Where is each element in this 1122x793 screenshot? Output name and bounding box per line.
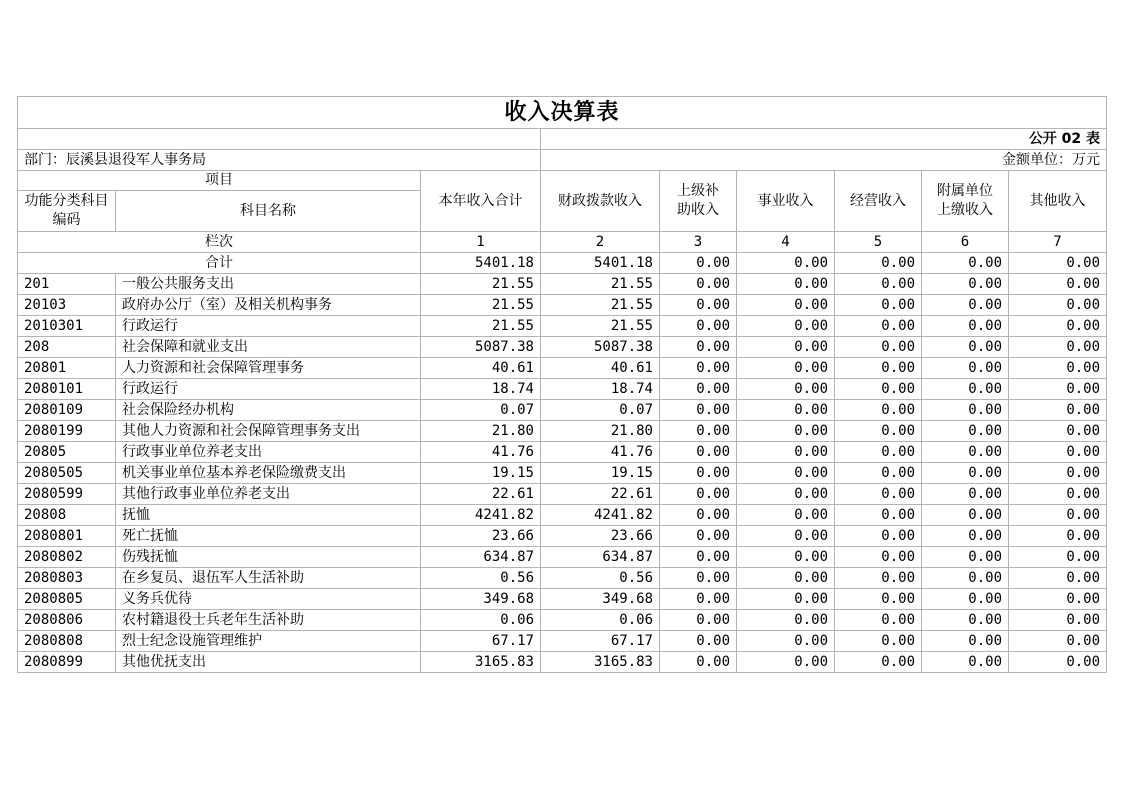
amount-cell: 0.06 [541,610,660,631]
amount-cell: 0.00 [737,337,835,358]
amount-cell: 0.00 [835,295,922,316]
amount-cell: 0.00 [922,484,1009,505]
subject-name-cell: 机关事业单位基本养老保险缴费支出 [116,463,421,484]
amount-cell: 0.00 [1009,610,1107,631]
amount-cell: 0.00 [922,526,1009,547]
amount-cell: 21.80 [421,421,541,442]
amount-cell: 0.00 [1009,589,1107,610]
amount-cell: 0.00 [660,652,737,673]
subject-name-cell: 行政事业单位养老支出 [116,442,421,463]
amount-cell: 0.00 [737,442,835,463]
amount-cell: 0.00 [922,610,1009,631]
amount-cell: 21.55 [541,274,660,295]
amount-cell: 0.00 [835,547,922,568]
amount-cell: 0.00 [737,400,835,421]
column-number: 3 [660,232,737,253]
function-code-cell: 2080899 [18,652,116,673]
amount-cell: 0.00 [835,652,922,673]
table-row [18,274,1107,295]
amount-cell: 0.00 [1009,484,1107,505]
amount-cell: 0.00 [835,484,922,505]
table-row [18,400,1107,421]
amount-cell: 0.00 [660,610,737,631]
department-label: 部门：辰溪县退役军人事务局 [18,150,541,171]
amount-cell: 67.17 [541,631,660,652]
amount-cell: 0.00 [1009,421,1107,442]
total-income-header: 本年收入合计 [421,171,541,232]
function-code-cell: 2080101 [18,379,116,400]
amount-cell: 0.00 [922,505,1009,526]
amount-cell: 0.00 [737,568,835,589]
amount-cell: 0.00 [737,463,835,484]
function-code-cell: 2080803 [18,568,116,589]
amount-cell: 0.00 [835,358,922,379]
amount-unit-label: 金额单位：万元 [541,150,1107,171]
amount-cell: 0.00 [1009,379,1107,400]
amount-cell: 0.00 [1009,358,1107,379]
amount-cell: 0.00 [922,400,1009,421]
amount-cell: 0.00 [835,421,922,442]
amount-cell: 0.00 [922,316,1009,337]
function-code-cell: 20805 [18,442,116,463]
table-row [18,526,1107,547]
amount-cell: 0.00 [737,589,835,610]
amount-cell: 0.00 [922,337,1009,358]
amount-cell: 0.00 [922,547,1009,568]
subject-name-cell: 其他行政事业单位养老支出 [116,484,421,505]
amount-cell: 0.00 [660,631,737,652]
amount-cell: 0.00 [922,421,1009,442]
total-value: 0.00 [737,253,835,274]
amount-cell: 0.00 [660,274,737,295]
amount-cell: 0.00 [835,442,922,463]
amount-cell: 0.00 [737,526,835,547]
amount-cell: 0.00 [1009,568,1107,589]
amount-cell: 0.00 [660,316,737,337]
title-row [18,97,1107,129]
function-code-cell: 2080599 [18,484,116,505]
other-income-header: 其他收入 [1009,171,1107,232]
amount-cell: 0.00 [660,589,737,610]
amount-cell: 0.00 [922,274,1009,295]
function-code-cell: 2080505 [18,463,116,484]
amount-cell: 0.00 [1009,505,1107,526]
table-row [18,442,1107,463]
column-number: 7 [1009,232,1107,253]
amount-cell: 21.55 [421,274,541,295]
amount-cell: 3165.83 [541,652,660,673]
total-label: 合计 [18,253,421,274]
amount-cell: 0.00 [835,631,922,652]
column-number: 5 [835,232,922,253]
subject-name-cell: 抚恤 [116,505,421,526]
amount-cell: 0.00 [660,295,737,316]
subject-name-cell: 烈士纪念设施管理维护 [116,631,421,652]
form-code: 公开 02 表 [541,129,1107,150]
amount-cell: 0.00 [737,652,835,673]
amount-cell: 0.00 [1009,442,1107,463]
amount-cell: 22.61 [421,484,541,505]
amount-cell: 0.00 [737,358,835,379]
function-code-cell: 2080806 [18,610,116,631]
amount-cell: 0.00 [660,421,737,442]
table-row [18,484,1107,505]
table-row [18,358,1107,379]
amount-cell: 0.07 [541,400,660,421]
table-row [18,610,1107,631]
amount-cell: 0.00 [835,526,922,547]
subject-name-cell: 义务兵优待 [116,589,421,610]
amount-cell: 0.06 [421,610,541,631]
amount-cell: 19.15 [421,463,541,484]
amount-cell: 634.87 [541,547,660,568]
amount-cell: 0.00 [737,295,835,316]
amount-cell: 21.55 [421,316,541,337]
amount-cell: 0.00 [1009,316,1107,337]
table-row [18,316,1107,337]
amount-cell: 0.00 [737,610,835,631]
amount-cell: 0.00 [1009,400,1107,421]
amount-cell: 40.61 [421,358,541,379]
subject-name-cell: 政府办公厅（室）及相关机构事务 [116,295,421,316]
fiscal-allocation-header: 财政拨款收入 [541,171,660,232]
amount-cell: 0.00 [737,484,835,505]
amount-cell: 18.74 [421,379,541,400]
subject-name-cell: 社会保险经办机构 [116,400,421,421]
total-value: 0.00 [835,253,922,274]
amount-cell: 23.66 [421,526,541,547]
income-statement-sheet [17,96,1106,673]
column-number: 6 [922,232,1009,253]
amount-cell: 0.00 [1009,652,1107,673]
amount-cell: 0.07 [421,400,541,421]
amount-cell: 0.00 [835,274,922,295]
amount-cell: 0.00 [922,358,1009,379]
subject-name-cell: 一般公共服务支出 [116,274,421,295]
amount-cell: 0.00 [835,400,922,421]
total-value: 5401.18 [541,253,660,274]
amount-cell: 0.56 [541,568,660,589]
table-row [18,379,1107,400]
superior-subsidy-header: 上级补助收入 [660,171,737,232]
total-value: 5401.18 [421,253,541,274]
amount-cell: 0.00 [737,274,835,295]
amount-cell: 0.00 [737,505,835,526]
total-value: 0.00 [660,253,737,274]
amount-cell: 0.00 [737,316,835,337]
amount-cell: 21.55 [541,316,660,337]
total-value: 0.00 [1009,253,1107,274]
amount-cell: 3165.83 [421,652,541,673]
amount-cell: 40.61 [541,358,660,379]
subject-name-cell: 在乡复员、退伍军人生活补助 [116,568,421,589]
amount-cell: 0.00 [1009,631,1107,652]
amount-cell: 0.00 [660,337,737,358]
total-value: 0.00 [922,253,1009,274]
table-row [18,295,1107,316]
report-title: 收入决算表 [18,97,1107,129]
amount-cell: 5087.38 [541,337,660,358]
amount-cell: 18.74 [541,379,660,400]
amount-cell: 0.00 [737,631,835,652]
business-income-header: 事业收入 [737,171,835,232]
amount-cell: 0.00 [835,568,922,589]
function-code-cell: 208 [18,337,116,358]
subject-name-cell: 行政运行 [116,379,421,400]
amount-cell: 0.00 [660,442,737,463]
function-code-cell: 20103 [18,295,116,316]
subject-name-cell: 其他人力资源和社会保障管理事务支出 [116,421,421,442]
column-number: 1 [421,232,541,253]
amount-cell: 349.68 [541,589,660,610]
function-code-cell: 20801 [18,358,116,379]
function-code-cell: 2080808 [18,631,116,652]
function-code-cell: 2010301 [18,316,116,337]
amount-cell: 4241.82 [541,505,660,526]
total-row [18,253,1107,274]
amount-cell: 21.55 [421,295,541,316]
amount-cell: 0.00 [1009,295,1107,316]
blank-cell [18,129,541,150]
amount-cell: 0.00 [1009,547,1107,568]
column-label: 栏次 [18,232,421,253]
department-row [18,150,1107,171]
amount-cell: 0.00 [835,316,922,337]
column-number: 2 [541,232,660,253]
amount-cell: 0.00 [835,589,922,610]
amount-cell: 0.00 [1009,526,1107,547]
subject-name-cell: 行政运行 [116,316,421,337]
amount-cell: 5087.38 [421,337,541,358]
amount-cell: 0.00 [835,463,922,484]
affiliated-income-header: 附属单位上缴收入 [922,171,1009,232]
subject-name-cell: 农村籍退役士兵老年生活补助 [116,610,421,631]
function-code-cell: 2080801 [18,526,116,547]
amount-cell: 0.00 [660,379,737,400]
amount-cell: 41.76 [541,442,660,463]
amount-cell: 0.00 [660,547,737,568]
amount-cell: 41.76 [421,442,541,463]
amount-cell: 0.00 [660,358,737,379]
amount-cell: 0.00 [737,379,835,400]
form-code-row [18,129,1107,150]
function-code-cell: 201 [18,274,116,295]
amount-cell: 0.00 [660,526,737,547]
amount-cell: 0.00 [922,442,1009,463]
func-code-header: 功能分类科目编码 [18,191,116,232]
amount-cell: 0.00 [737,547,835,568]
amount-cell: 0.00 [922,295,1009,316]
table-row [18,505,1107,526]
amount-cell: 0.00 [835,505,922,526]
subject-name-cell: 人力资源和社会保障管理事务 [116,358,421,379]
amount-cell: 0.00 [835,610,922,631]
amount-cell: 0.00 [922,652,1009,673]
amount-cell: 0.00 [660,484,737,505]
amount-cell: 0.00 [922,568,1009,589]
subject-name-cell: 伤残抚恤 [116,547,421,568]
column-number-row [18,232,1107,253]
table-row [18,421,1107,442]
amount-cell: 0.56 [421,568,541,589]
function-code-cell: 20808 [18,505,116,526]
amount-cell: 19.15 [541,463,660,484]
amount-cell: 0.00 [922,379,1009,400]
header-row-1 [18,171,1107,191]
amount-cell: 0.00 [922,589,1009,610]
table-row [18,652,1107,673]
amount-cell: 0.00 [922,463,1009,484]
subject-name-cell: 其他优抚支出 [116,652,421,673]
function-code-cell: 2080199 [18,421,116,442]
amount-cell: 0.00 [922,631,1009,652]
item-group-header: 项目 [18,171,421,191]
amount-cell: 0.00 [660,400,737,421]
amount-cell: 23.66 [541,526,660,547]
amount-cell: 21.55 [541,295,660,316]
amount-cell: 22.61 [541,484,660,505]
amount-cell: 0.00 [835,379,922,400]
amount-cell: 0.00 [835,337,922,358]
amount-cell: 0.00 [737,421,835,442]
amount-cell: 349.68 [421,589,541,610]
income-statement-table [17,96,1107,673]
amount-cell: 67.17 [421,631,541,652]
amount-cell: 21.80 [541,421,660,442]
amount-cell: 0.00 [660,463,737,484]
table-row [18,631,1107,652]
table-row [18,568,1107,589]
function-code-cell: 2080109 [18,400,116,421]
table-row [18,337,1107,358]
subject-name-cell: 社会保障和就业支出 [116,337,421,358]
table-row [18,589,1107,610]
amount-cell: 634.87 [421,547,541,568]
column-number: 4 [737,232,835,253]
amount-cell: 0.00 [1009,463,1107,484]
subject-name-header: 科目名称 [116,191,421,232]
amount-cell: 0.00 [1009,274,1107,295]
amount-cell: 4241.82 [421,505,541,526]
amount-cell: 0.00 [660,568,737,589]
table-row [18,463,1107,484]
function-code-cell: 2080805 [18,589,116,610]
amount-cell: 0.00 [1009,337,1107,358]
subject-name-cell: 死亡抚恤 [116,526,421,547]
operating-income-header: 经营收入 [835,171,922,232]
table-row [18,547,1107,568]
function-code-cell: 2080802 [18,547,116,568]
amount-cell: 0.00 [660,505,737,526]
